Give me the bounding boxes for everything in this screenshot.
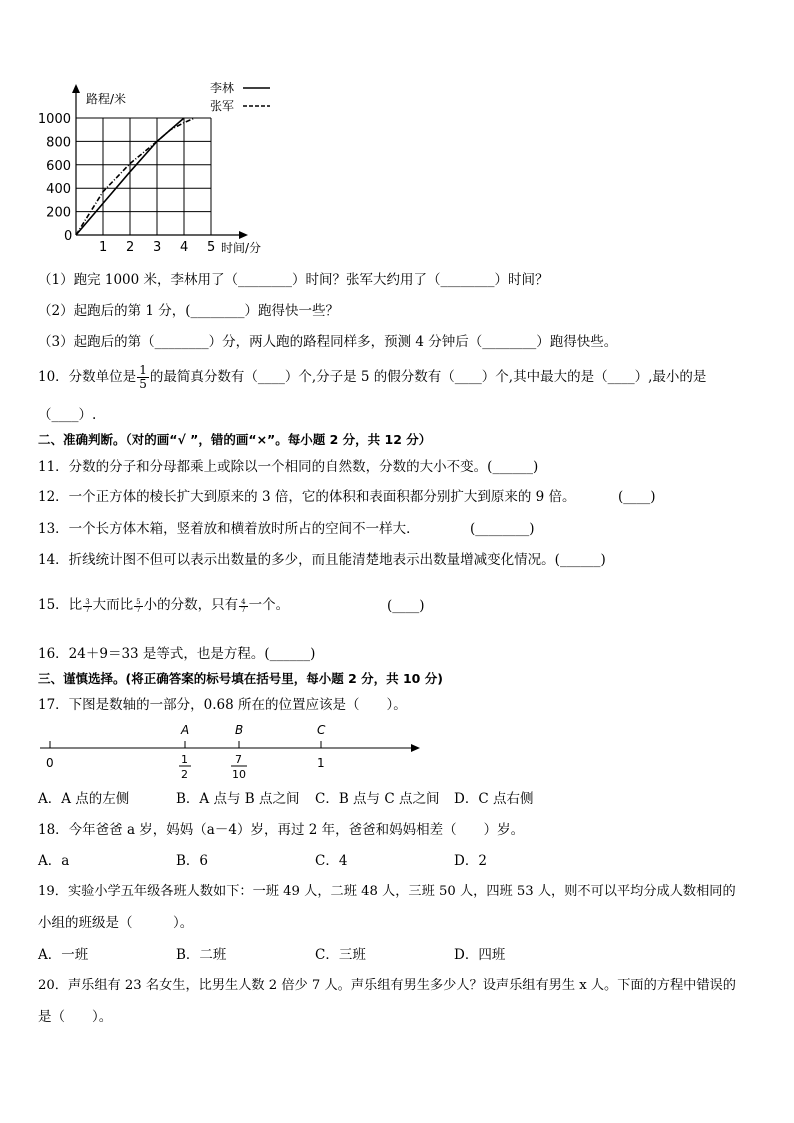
section-3-heading: 三、谨慎选择。(将正确答案的标号填在括号里，每小题 2 分，共 10 分) <box>38 671 443 686</box>
q12: 12．一个正方体的棱长扩大到原来的 3 倍，它的体积和表面积都分别扩大到原来的 9 倍。 <box>38 489 576 505</box>
q9-part2: （2）起跑后的第 1 分，(________）跑得快一些？ <box>38 303 340 319</box>
y-tick-label: 400 <box>46 182 71 198</box>
chart-series <box>76 118 195 235</box>
q13: 13．一个长方体木箱，竖着放和横着放时所占的空间不一样大． <box>38 521 420 537</box>
q14: 14．折线统计图不但可以表示出数量的多少，而且能清楚地表示出数量增减变化情况。(______) <box>38 552 606 568</box>
point-b-frac-den: 10 <box>232 768 246 781</box>
q18: 18．今年爸爸 a 岁，妈妈（a－4）岁，再过 2 年，爸爸和妈妈相差（ ）岁。 <box>38 822 525 838</box>
section-2-heading: 二、准确判断。（对的画“√ ”，错的画“×”。每小题 2 分，共 12 分） <box>38 432 432 447</box>
legend-label: 张军 <box>210 99 235 113</box>
q16: 16．24＋9＝33 是等式，也是方程。(______) <box>38 646 316 662</box>
point-a-label: A <box>181 723 190 737</box>
q18-option-b[interactable]: B．6 <box>176 853 209 869</box>
point-a-frac-num: 1 <box>181 753 188 766</box>
q17-option-c[interactable]: C．B 点与 C 点之间 <box>315 791 440 807</box>
chart-legend <box>210 80 270 113</box>
x-tick-label: 4 <box>180 240 189 255</box>
y-tick-label: 200 <box>46 205 71 221</box>
q15-frac-3-num: 4 <box>241 597 246 606</box>
x-tick-label: 2 <box>126 240 135 255</box>
q12-answer-blank[interactable]: (____) <box>618 489 656 505</box>
q15-frac-3 <box>239 599 247 614</box>
chart-tick-labels <box>38 112 215 255</box>
q18-option-d[interactable]: D．2 <box>454 853 487 869</box>
q19-line2: 小组的班级是（ ）。 <box>38 915 194 931</box>
q15-frac-3-den: 7 <box>241 605 246 614</box>
q10-line1 <box>38 362 706 392</box>
q15-frac-1 <box>83 599 91 614</box>
q15 <box>38 596 289 614</box>
q9-part3: （3）起跑后的第（________）分，两人跑的路程同样多，预测 4 分钟后（________）跑得快些。 <box>38 334 618 350</box>
q10-frac-den: 5 <box>139 377 147 391</box>
y-axis-label: 路程/米 <box>86 92 127 106</box>
q15-frac-2 <box>134 599 142 614</box>
q15-text-c: 小的分数，只有 <box>143 597 239 613</box>
q17-option-b[interactable]: B．A 点与 B 点之间 <box>176 791 300 807</box>
q15-text-a: 15．比 <box>38 597 83 613</box>
q15-frac-1-den: 7 <box>85 605 90 614</box>
q15-frac-1-num: 3 <box>85 597 90 606</box>
numberline-zero: 0 <box>46 756 54 770</box>
q18-option-c[interactable]: C．4 <box>315 853 348 869</box>
distance-time-line-chart <box>30 80 290 255</box>
q10-text-b: 的最简真分数有（____）个,分子是 5 的假分数有（____）个,其中最大的是（____）,最小的是 <box>149 369 707 385</box>
x-tick-label: 5 <box>207 240 216 255</box>
q15-text-d: 一个。 <box>248 597 290 613</box>
chart-grid <box>76 118 211 235</box>
q19-option-c[interactable]: C．三班 <box>315 947 366 963</box>
q19-option-b[interactable]: B．二班 <box>176 947 227 963</box>
q10-fraction <box>137 364 149 391</box>
q19-option-d[interactable]: D．四班 <box>454 947 506 963</box>
q10-line2: （____）. <box>38 407 97 423</box>
legend-label: 李林 <box>210 81 235 95</box>
number-line <box>35 718 430 783</box>
q15-frac-2-den: 7 <box>136 605 141 614</box>
q11: 11．分数的分子和分母都乘上或除以一个相同的自然数，分数的大小不变。(______) <box>38 459 539 475</box>
point-c-label: C <box>317 723 326 737</box>
origin-label: 0 <box>64 229 73 244</box>
y-tick-label: 1000 <box>37 112 71 127</box>
x-axis-arrow <box>239 231 248 239</box>
y-tick-label: 800 <box>46 135 71 151</box>
q19-option-a[interactable]: A．一班 <box>38 947 89 963</box>
q9-part1: （1）跑完 1000 米，李林用了（________）时间？张军大约用了（________）时间？ <box>38 272 549 288</box>
q18-option-a[interactable]: A．a <box>38 853 70 869</box>
q10-text-a: 10．分数单位是 <box>38 369 137 385</box>
q13-answer-blank[interactable]: (________) <box>470 521 535 537</box>
y-tick-label: 600 <box>46 158 71 174</box>
q15-answer-blank[interactable]: (____) <box>387 598 425 614</box>
point-b-frac-num: 7 <box>235 753 242 766</box>
q20-line2: 是（ ）。 <box>38 1009 113 1025</box>
q15-text-b: 大而比 <box>92 597 134 613</box>
point-b-label: B <box>235 723 244 737</box>
q15-frac-2-num: 5 <box>136 597 141 606</box>
q17-option-a[interactable]: A．A 点的左侧 <box>38 791 130 807</box>
q17-option-d[interactable]: D．C 点右侧 <box>454 791 534 807</box>
point-a-frac-den: 2 <box>181 768 188 781</box>
numberline-one: 1 <box>317 756 325 770</box>
x-tick-label: 3 <box>153 240 162 255</box>
x-axis-label: 时间/分 <box>221 241 262 255</box>
series-line-dashed <box>76 118 195 235</box>
x-tick-label: 1 <box>99 240 108 255</box>
q10-frac-num: 1 <box>139 363 147 377</box>
y-axis-arrow <box>72 84 80 93</box>
q19-line1: 19．实验小学五年级各班人数如下：一班 49 人，二班 48 人，三班 50 人，四班 53 人，则不可以平均分成人数相同的 <box>38 884 736 899</box>
q20-line1: 20．声乐组有 23 名女生，比男生人数 2 倍少 7 人。声乐组有男生多少人？设声乐组有男生 x 人。下面的方程中错误的 <box>38 978 736 993</box>
q17: 17．下图是数轴的一部分，0.68 所在的位置应该是（ ）。 <box>38 697 407 713</box>
